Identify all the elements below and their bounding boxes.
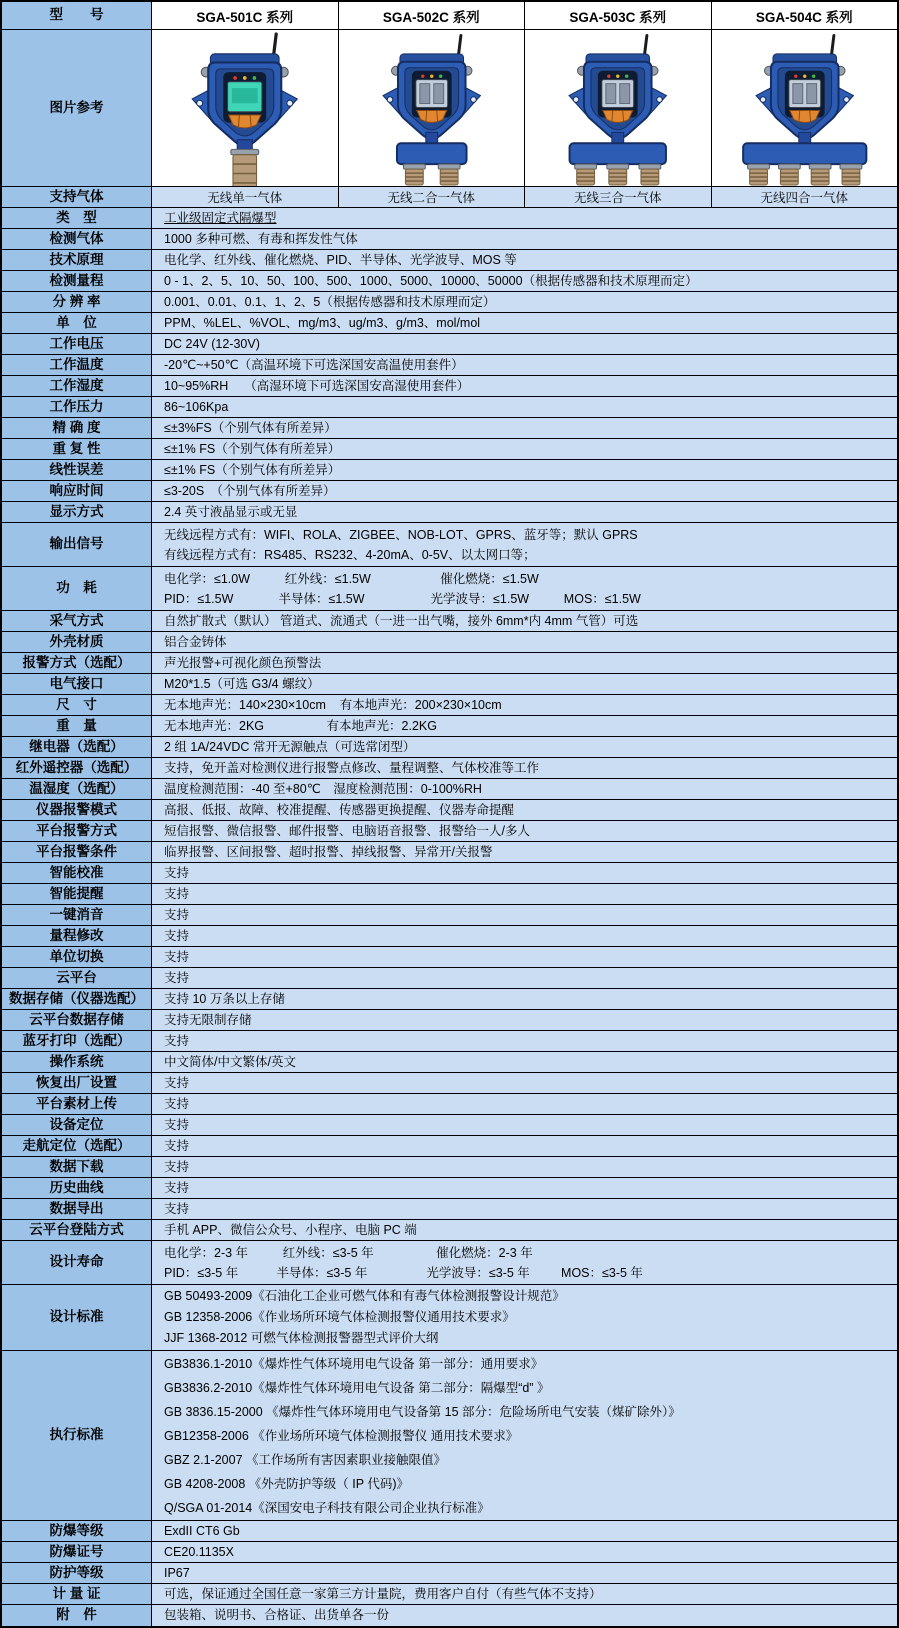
- spec-row: [2, 439, 897, 460]
- spec-row: [2, 989, 897, 1010]
- row-label: 云平台数据存储: [2, 1010, 152, 1030]
- row-value: PID：≤1.5W 半导体：≤1.5W 光学波导：≤1.5W MOS：≤1.5W: [164, 591, 641, 606]
- row-content: [152, 1605, 897, 1626]
- row-content: [152, 1241, 897, 1284]
- row-label: 操作系统: [2, 1052, 152, 1072]
- row-label: 云平台登陆方式: [2, 1220, 152, 1240]
- spec-row: [2, 1178, 897, 1199]
- device-image: [339, 30, 525, 186]
- row-label: 检测气体: [2, 229, 152, 249]
- row-content: [152, 674, 897, 694]
- row-value: 支持: [164, 1180, 190, 1195]
- row-content: [152, 208, 897, 228]
- image-row: [2, 30, 897, 187]
- spec-row: [2, 1073, 897, 1094]
- row-value: GB3836.2-2010《爆炸性气体环境用电气设备 第二部分：隔爆型“d” 》: [164, 1380, 550, 1395]
- row-value: GBZ 2.1-2007 《工作场所有害因素职业接触限值》: [164, 1452, 446, 1467]
- row-value: 86~106Kpa: [164, 399, 229, 414]
- row-content: [152, 1010, 897, 1030]
- spec-row: [2, 376, 897, 397]
- row-content: [152, 1285, 897, 1350]
- spec-row: [2, 1136, 897, 1157]
- row-content: [152, 355, 897, 375]
- row-value: 有线远程方式有：RS485、RS232、4-20mA、0-5V、以太网口等；: [164, 547, 536, 562]
- row-content: [152, 884, 897, 904]
- row-content: [152, 313, 897, 333]
- spec-row: [2, 1157, 897, 1178]
- spec-row: [2, 716, 897, 737]
- row-value: 支持: [164, 907, 190, 922]
- spec-row: [2, 842, 897, 863]
- row-value: 自然扩散式（默认） 管道式、流通式（一进一出气嘴，接外 6mm*内 4mm 气管）可选: [164, 613, 639, 628]
- row-content: [152, 821, 897, 841]
- spec-row: [2, 502, 897, 523]
- row-content: [152, 481, 897, 501]
- row-value: GB 12358-2006《作业场所环境气体检测报警仪通用技术要求》: [164, 1310, 515, 1324]
- model-header-2: SGA-502C 系列: [339, 2, 526, 29]
- spec-row: [2, 632, 897, 653]
- row-value: 2 组 1A/24VDC 常开无源触点（可选常闭型）: [164, 739, 416, 754]
- spec-row: [2, 1521, 897, 1542]
- model-header-4: SGA-504C 系列: [712, 2, 898, 29]
- row-value: CE20.1135X: [164, 1544, 234, 1559]
- device-image: [525, 30, 711, 186]
- row-content: [152, 632, 897, 652]
- row-label: 计 量 证: [2, 1584, 152, 1604]
- row-value: 支持: [164, 886, 190, 901]
- row-label: 设计寿命: [2, 1241, 152, 1284]
- row-label: 蓝牙打印（选配）: [2, 1031, 152, 1051]
- row-label: 一键消音: [2, 905, 152, 925]
- row-content: [152, 334, 897, 354]
- spec-row: [2, 271, 897, 292]
- spec-row: [2, 229, 897, 250]
- row-content: [152, 1542, 897, 1562]
- row-content: [152, 1052, 897, 1072]
- row-value: 支持: [164, 865, 190, 880]
- gas-support-cell: 无线二合一气体: [339, 187, 526, 207]
- row-label: 仪器报警模式: [2, 800, 152, 820]
- row-content: [152, 947, 897, 967]
- row-content: [152, 1584, 897, 1604]
- row-value: JJF 1368-2012 可燃气体检测报警器型式评价大纲: [164, 1331, 439, 1345]
- row-label: 电气接口: [2, 674, 152, 694]
- row-label: 防爆证号: [2, 1542, 152, 1562]
- spec-row: [2, 1031, 897, 1052]
- spec-row: [2, 292, 897, 313]
- row-value: ≤±3%FS（个别气体有所差异）: [164, 420, 337, 435]
- product-image-cell: [152, 30, 339, 186]
- spec-row: [2, 250, 897, 271]
- row-label: 单 位: [2, 313, 152, 333]
- row-value: 支持: [164, 1201, 190, 1216]
- row-value: 支持: [164, 949, 190, 964]
- product-image-cell: [525, 30, 712, 186]
- row-label: 温湿度（选配）: [2, 779, 152, 799]
- row-label: 重 量: [2, 716, 152, 736]
- spec-row: [2, 355, 897, 376]
- row-content: [152, 1220, 897, 1240]
- spec-row: [2, 653, 897, 674]
- row-value: 无本地声光：2KG 有本地声光：2.2KG: [164, 718, 437, 733]
- row-label: 数据下载: [2, 1157, 152, 1177]
- spec-row: [2, 1563, 897, 1584]
- row-value: 支持 10 万条以上存储: [164, 991, 285, 1006]
- row-value: 0 - 1、2、5、10、50、100、500、1000、5000、10000、50000（根据传感器和技术原理而定）: [164, 273, 698, 288]
- row-value: GB12358-2006 《作业场所环境气体检测报警仪 通用技术要求》: [164, 1428, 519, 1443]
- model-header-1: SGA-501C 系列: [152, 2, 339, 29]
- row-label: 走航定位（选配）: [2, 1136, 152, 1156]
- spec-row: [2, 1584, 897, 1605]
- row-label: 工作压力: [2, 397, 152, 417]
- spec-row: [2, 418, 897, 439]
- row-label: 云平台: [2, 968, 152, 988]
- row-content: [152, 779, 897, 799]
- row-value: 支持: [164, 1138, 190, 1153]
- row-label: 历史曲线: [2, 1178, 152, 1198]
- row-label: 类 型: [2, 208, 152, 228]
- row-content: [152, 800, 897, 820]
- row-label: 平台报警方式: [2, 821, 152, 841]
- spec-row: [2, 567, 897, 611]
- row-value: 1000 多种可燃、有毒和挥发性气体: [164, 231, 358, 246]
- row-content: [152, 376, 897, 396]
- row-value: 包装箱、说明书、合格证、出货单各一份: [164, 1608, 390, 1622]
- row-content: [152, 1115, 897, 1135]
- row-label: 智能提醒: [2, 884, 152, 904]
- row-value: ≤3-20S （个别气体有所差异）: [164, 483, 336, 498]
- row-value: 可选，保证通过全国任意一家第三方计量院，费用客户自付（有些气体不支持）: [164, 1586, 602, 1601]
- row-value: 支持: [164, 1033, 190, 1048]
- model-header-3: SGA-503C 系列: [525, 2, 712, 29]
- spec-row: [2, 737, 897, 758]
- spec-row: [2, 863, 897, 884]
- gas-support-cell: 无线三合一气体: [525, 187, 712, 207]
- row-content: [152, 653, 897, 673]
- row-label: 量程修改: [2, 926, 152, 946]
- row-value: 支持: [164, 1096, 190, 1111]
- row-label: 单位切换: [2, 947, 152, 967]
- spec-row: [2, 523, 897, 567]
- row-label: 防护等级: [2, 1563, 152, 1583]
- row-value: 短信报警、微信报警、邮件报警、电脑语音报警、报警给一人/多人: [164, 823, 530, 838]
- row-label: 显示方式: [2, 502, 152, 522]
- row-content: [152, 439, 897, 459]
- row-value: 温度检测范围：-40 至+80℃ 湿度检测范围：0-100%RH: [164, 781, 482, 796]
- row-label: 外壳材质: [2, 632, 152, 652]
- row-value: PPM、%LEL、%VOL、mg/m3、ug/m3、g/m3、mol/mol: [164, 315, 481, 330]
- row-content: [152, 863, 897, 883]
- row-value: ExdII CT6 Gb: [164, 1523, 240, 1538]
- row-value: 支持无限制存储: [164, 1012, 252, 1027]
- spec-row: [2, 397, 897, 418]
- row-content: [152, 1521, 897, 1541]
- row-content: [152, 611, 897, 631]
- spec-row: [2, 313, 897, 334]
- gas-support-cell: 无线单一气体: [152, 187, 339, 207]
- row-value: 10~95%RH （高湿环境下可选深国安高湿使用套件）: [164, 378, 470, 393]
- row-label: 工作温度: [2, 355, 152, 375]
- header-label: 型 号: [2, 2, 152, 29]
- row-value: GB 50493-2009《石油化工企业可燃气体和有毒气体检测报警设计规范》: [164, 1289, 565, 1303]
- row-label: 响应时间: [2, 481, 152, 501]
- spec-row: [2, 334, 897, 355]
- row-content: [152, 523, 897, 566]
- row-label: 设备定位: [2, 1115, 152, 1135]
- row-content: [152, 292, 897, 312]
- row-value[interactable]: 工业级固定式隔爆型: [164, 210, 277, 225]
- row-value: 电化学、红外线、催化燃烧、PID、半导体、光学波导、MOS 等: [164, 252, 517, 267]
- row-label: 工作电压: [2, 334, 152, 354]
- row-content: [152, 968, 897, 988]
- row-value: 支持，免开盖对检测仪进行报警点修改、量程调整、气体校准等工作: [164, 760, 540, 775]
- row-value: 电化学：≤1.0W 红外线：≤1.5W 催化燃烧：≤1.5W: [164, 571, 539, 586]
- row-label: 附 件: [2, 1605, 152, 1626]
- row-label: 图片参考: [2, 30, 152, 186]
- row-label: 尺 寸: [2, 695, 152, 715]
- row-label: 数据导出: [2, 1199, 152, 1219]
- row-content: [152, 758, 897, 778]
- spec-row: [2, 800, 897, 821]
- gas-support-cell: 无线四合一气体: [712, 187, 898, 207]
- device-image: [712, 30, 898, 186]
- row-value: 2.4 英寸液晶显示或无显: [164, 504, 298, 519]
- spec-row: [2, 1220, 897, 1241]
- row-content: [152, 418, 897, 438]
- row-content: [152, 460, 897, 480]
- row-content: [152, 926, 897, 946]
- spec-row: [2, 1199, 897, 1220]
- row-content: [152, 229, 897, 249]
- row-label: 分 辨 率: [2, 292, 152, 312]
- row-value: 高报、低报、故障、校准提醒、传感器更换提醒、仪器寿命提醒: [164, 802, 515, 817]
- spec-row: [2, 947, 897, 968]
- row-content: [152, 1136, 897, 1156]
- row-label: 重 复 性: [2, 439, 152, 459]
- row-content: [152, 1351, 897, 1520]
- row-content: [152, 1073, 897, 1093]
- row-value: 支持: [164, 1159, 190, 1174]
- row-value: DC 24V (12-30V): [164, 336, 260, 351]
- row-value: ≤±1% FS（个别气体有所差异）: [164, 441, 341, 456]
- row-value: M20*1.5（可选 G3/4 螺纹）: [164, 676, 320, 691]
- row-value: 中文简体/中文繁体/英文: [164, 1054, 296, 1069]
- row-content: [152, 1157, 897, 1177]
- spec-row: [2, 1094, 897, 1115]
- product-image-cell: [339, 30, 526, 186]
- row-value: Q/SGA 01-2014《深国安电子科技有限公司企业执行标准》: [164, 1500, 490, 1515]
- spec-row: [2, 1351, 897, 1521]
- spec-row: [2, 779, 897, 800]
- spec-row: [2, 481, 897, 502]
- header-row: [2, 2, 897, 30]
- row-label: 执行标准: [2, 1351, 152, 1520]
- row-content: [152, 905, 897, 925]
- row-label: 精 确 度: [2, 418, 152, 438]
- row-content: [152, 1094, 897, 1114]
- row-label: 红外遥控器（选配）: [2, 758, 152, 778]
- row-value: 0.001、0.01、0.1、1、2、5（根据传感器和技术原理而定）: [164, 294, 496, 309]
- spec-row: [2, 884, 897, 905]
- row-value: 无本地声光：140×230×10cm 有本地声光：200×230×10cm: [164, 697, 502, 712]
- row-value: PID：≤3-5 年 半导体：≤3-5 年 光学波导：≤3-5 年 MOS：≤3-5 年: [164, 1265, 643, 1280]
- spec-row: [2, 1052, 897, 1073]
- spec-row: [2, 1605, 897, 1626]
- row-label: 采气方式: [2, 611, 152, 631]
- spec-row: [2, 674, 897, 695]
- row-content: [152, 397, 897, 417]
- row-label: 防爆等级: [2, 1521, 152, 1541]
- row-content: [152, 250, 897, 270]
- spec-row: [2, 905, 897, 926]
- row-label: 设计标准: [2, 1285, 152, 1350]
- row-value: 支持: [164, 1075, 190, 1090]
- row-label: 功 耗: [2, 567, 152, 610]
- row-label: 支持气体: [2, 187, 152, 207]
- row-value: -20℃~+50℃（高温环境下可选深国安高温使用套件）: [164, 357, 464, 372]
- row-label: 报警方式（选配）: [2, 653, 152, 673]
- spec-row: [2, 758, 897, 779]
- row-label: 继电器（选配）: [2, 737, 152, 757]
- spec-row: [2, 460, 897, 481]
- row-content: [152, 567, 897, 610]
- row-label: 平台素材上传: [2, 1094, 152, 1114]
- row-label: 工作湿度: [2, 376, 152, 396]
- row-value: 临界报警、区间报警、超时报警、掉线报警、异常开/关报警: [164, 844, 493, 859]
- row-label: 智能校准: [2, 863, 152, 883]
- row-content: [152, 271, 897, 291]
- row-value: GB3836.1-2010《爆炸性气体环境用电气设备 第一部分：通用要求》: [164, 1356, 544, 1371]
- spec-row: [2, 695, 897, 716]
- spec-row: [2, 968, 897, 989]
- row-content: [152, 1031, 897, 1051]
- spec-row: [2, 1115, 897, 1136]
- device-image: [152, 30, 338, 186]
- row-label: 恢复出厂设置: [2, 1073, 152, 1093]
- row-content: [152, 502, 897, 522]
- spec-row: [2, 1241, 897, 1285]
- row-label: 输出信号: [2, 523, 152, 566]
- row-value: 支持: [164, 970, 190, 985]
- spec-row: [2, 1542, 897, 1563]
- row-label: 数据存储（仪器选配）: [2, 989, 152, 1009]
- product-image-cell: [712, 30, 898, 186]
- row-value: 无线远程方式有：WIFI、ROLA、ZIGBEE、NOB-LOT、GPRS、蓝牙等；默认 GPRS: [164, 527, 638, 542]
- row-value: GB 4208-2008 《外壳防护等级（ IP 代码)》: [164, 1476, 409, 1491]
- row-content: [152, 989, 897, 1009]
- row-content: [152, 1563, 897, 1583]
- row-value: GB 3836.15-2000 《爆炸性气体环境用电气设备第 15 部分：危险场所电气安装（煤矿除外）》: [164, 1404, 681, 1419]
- row-value: 手机 APP、微信公众号、小程序、电脑 PC 端: [164, 1222, 417, 1237]
- row-content: [152, 737, 897, 757]
- row-content: [152, 1199, 897, 1219]
- row-content: [152, 842, 897, 862]
- spec-row: [2, 208, 897, 229]
- row-content: [152, 716, 897, 736]
- row-label: 技术原理: [2, 250, 152, 270]
- spec-row: [2, 821, 897, 842]
- row-value: 支持: [164, 928, 190, 943]
- spec-row: [2, 926, 897, 947]
- gas-row: [2, 187, 897, 208]
- spec-row: [2, 1010, 897, 1031]
- row-content: [152, 1178, 897, 1198]
- spec-row: [2, 611, 897, 632]
- row-value: ≤±1% FS（个别气体有所差异）: [164, 462, 341, 477]
- row-value: IP67: [164, 1565, 190, 1580]
- row-label: 线性误差: [2, 460, 152, 480]
- spec-row: [2, 1285, 897, 1351]
- row-content: [152, 695, 897, 715]
- row-value: 电化学：2-3 年 红外线：≤3-5 年 催化燃烧：2-3 年: [164, 1245, 533, 1260]
- row-label: 平台报警条件: [2, 842, 152, 862]
- row-value: 支持: [164, 1117, 190, 1132]
- row-label: 检测量程: [2, 271, 152, 291]
- row-value: 声光报警+可视化颜色预警法: [164, 655, 322, 670]
- row-value: 铝合金铸体: [164, 634, 227, 649]
